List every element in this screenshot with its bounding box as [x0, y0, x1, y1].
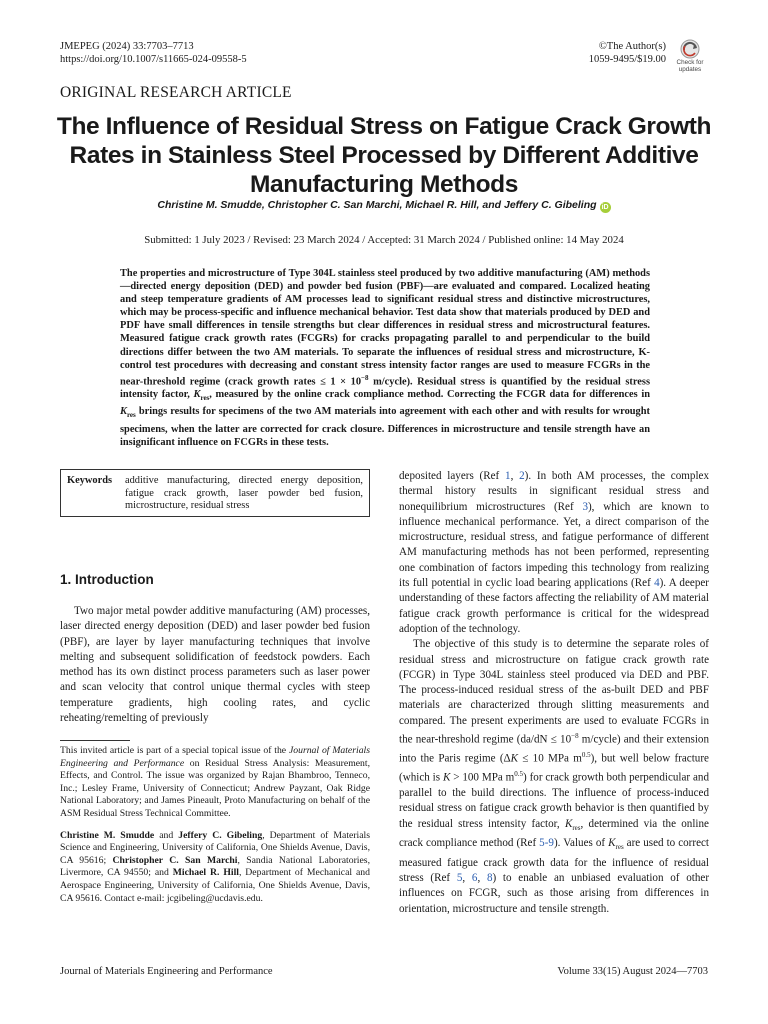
ref-link-2[interactable]: 2 [519, 470, 525, 482]
rc-comma-2: , [462, 871, 472, 884]
keywords-label: Keywords [67, 475, 113, 486]
ref-link-5-9[interactable]: 5-9 [539, 837, 554, 850]
journal-reference: JMEPEG (2024) 33:7703–7713 [60, 41, 194, 52]
article-title: The Influence of Residual Stress on Fatigue Crack Growth Rates in Stainless Steel Processed by Different Additive Manufacturing Methods [56, 113, 712, 198]
rc-text-12: ). Values of [553, 837, 609, 850]
rc-text-4: ). A deeper understanding of these factors affecting the reliability of AM material fatigue crack growth performance is critical for the widespread adoption of the technology. [399, 577, 709, 635]
rc-text-3: ), which are known to influence mechanical performance. Yet, a direct comparison of the microstructure, residual stress, and fatigue performance of different AM manufacturing methods has not been performed, representing one combination of factors impeding this technology from realizing its full potential in cyclic load bearing applications (Ref [399, 500, 710, 590]
footer-volume-page: Volume 33(15) August 2024—7703 [557, 966, 708, 977]
rc-text-10: ) for crack growth both perpendicular and parallel to the build directions. The influence of process-induced residual stress on fatigue crack growth behavior is then quantified by the residual stress intensity factor, [399, 771, 709, 830]
running-header-right [589, 40, 666, 66]
abstract-k-symbol-2: K [120, 406, 127, 418]
abstract [120, 267, 650, 449]
keywords-box [60, 469, 370, 517]
badge-line-1: Check for [676, 59, 704, 66]
footnote-text-1: This invited article is part of a special topical issue of the [60, 745, 289, 756]
rc-text-8: ), but well below fracture (which is [399, 752, 709, 784]
copyright-notice: ©The Author(s) [598, 41, 666, 52]
article-type: ORIGINAL RESEARCH ARTICLE [60, 84, 292, 101]
abstract-exponent: −8 [361, 373, 369, 382]
rc-text-7: ≤ 10 MPa m [518, 752, 582, 765]
footnote-special-issue [60, 745, 370, 821]
affil-text-2: , Sandia National Laboratories, Livermore, CA 94550; and [60, 854, 370, 879]
abstract-k-subscript-2: res [126, 411, 136, 420]
intro-paragraph-1-cont [399, 469, 709, 637]
affil-text-1: , Department of Materials Science and Engineering, University of California, One Shields Avenue, Davis, CA 95616; [60, 829, 370, 866]
ref-link-8[interactable]: 8 [486, 871, 493, 884]
rc-text-6: m/cycle) and their extension into the Paris regime (Δ [399, 733, 709, 765]
rc-text-2: ). In both AM processes, the complex thermal history results in significant residual stress and nonequilibrium microstructures (Ref [399, 470, 710, 513]
doi-link[interactable]: https://doi.org/10.1007/s11665-024-09558-5 [60, 54, 247, 65]
rc-text-14: ) to enable an unbiased evaluation of other influences on FCGR, such as those arising from differences in orientation, microstructure and tensile strength. [399, 871, 710, 915]
ref-link-3[interactable]: 3 [582, 500, 588, 513]
ref-link-6[interactable]: 6 [471, 871, 478, 884]
authors-text: Christine M. Smudde, Christopher C. San Marchi, Michael R. Hill, and Jeffery C. Gibeling [157, 199, 597, 211]
ref-link-4[interactable]: 4 [654, 577, 660, 590]
rc-text-5: The objective of this study is to determine the separate roles of residual stress and microstructure on fatigue crack growth rate (FCGR) in Type 304L stainless steel produced via DED and PBF. The process-induced residual stress of the as-built DED and PBF materials are characterized through slitting measurements and compared. The present experiments are used to evaluate FCGRs in the near-threshold regime (da/dN ≤ 10 [399, 638, 709, 746]
section-heading-introduction: 1. Introduction [60, 572, 154, 587]
intro-paragraph-2 [399, 637, 709, 917]
orcid-icon[interactable]: iD [601, 204, 609, 211]
rc-text-11: , determined via the online crack compliance method (Ref [399, 817, 709, 850]
footer-journal: Journal of Materials Engineering and Performance [60, 966, 273, 977]
footnote-text-2: on Residual Stress Analysis: Measurement, Effects, and Control. The issue was organized by Rajan Bhambroo, Tenneco, Inc.; Lesley Frame, University of Connecticut; Andrew Payzant, Oak Ridge National Laboratory; and James Pineault, Proto Manufacturing on behalf of the ASM Residual Stress Technical Committee. [60, 757, 370, 819]
rc-text-9: > 100 MPa m [450, 771, 515, 784]
footnote [60, 745, 370, 905]
ref-link-5[interactable]: 5 [456, 871, 463, 884]
rc-text-1: deposited layers (Ref [399, 470, 506, 482]
left-column [60, 604, 370, 726]
affil-author-3: Christopher C. San Marchi [112, 854, 238, 866]
affil-author-2: Jeffery C. Gibeling [178, 829, 263, 841]
rc-k-symbol-1: K [510, 752, 519, 765]
keywords-text: additive manufacturing, directed energy deposition, fatigue crack growth, laser powder bed fusion, microstructure, residual stress [125, 475, 363, 511]
rc-exponent-1: −8 [571, 732, 579, 741]
rc-comma: , [510, 470, 520, 482]
affil-author-1: Christine M. Smudde [60, 829, 155, 841]
rc-comma-3: , [477, 871, 487, 884]
rc-text-13: are used to correct measured fatigue crack growth data for the influence of residual stress (Ref [399, 837, 710, 884]
footnote-journal-name: Journal of Materials Engineering and Performance [60, 745, 370, 769]
issn-price: 1059-9495/$19.00 [588, 54, 666, 65]
footnote-affiliations [60, 830, 370, 906]
author-list [60, 199, 708, 213]
abstract-text-3: , measured by the online crack compliance method. Correcting the FCGR data for differences in [209, 389, 650, 401]
rc-exponent-2: 0.5 [581, 751, 591, 760]
rc-k-symbol-4: K [608, 837, 616, 850]
badge-line-2: updates [678, 66, 702, 73]
rc-k-subscript-3: res [572, 823, 581, 832]
abstract-text-4: brings results for specimens of the two AM materials into agreement with each other and with results for wrought specimens, when the latter are corrected for crack closure. Differences in microstructure and tensile strength have an insignificant influence on FCGRs in these tests. [120, 406, 650, 448]
affil-text-3: , Department of Mechanical and Aerospace Engineering, University of California, One Shields Avenue, Davis, CA 95616. Contact e-mail: jcgibeling@ucdavis.edu. [60, 867, 370, 904]
intro-paragraph-1: Two major metal powder additive manufacturing (AM) processes, laser directed energy deposition (DED) and laser powder bed fusion (PBF), are layer by layer manufacturing techniques that involve melting and subsequent solidification of feedstock powders. Each method has its own distinct process parameters such as laser power and scan velocity that control unique thermal cycles with steep temperature gradients, high cooling rates, and cyclic reheating/remelting of previously [60, 605, 370, 725]
right-column [399, 469, 709, 917]
rc-k-subscript-4: res [615, 843, 624, 852]
abstract-k-subscript: res [200, 394, 210, 403]
affil-author-4: Michael R. Hill [172, 867, 239, 879]
affil-and: and [154, 829, 179, 841]
abstract-k-symbol: K [193, 389, 201, 401]
rc-exponent-3: 0.5 [514, 770, 524, 779]
footnote-rule [60, 740, 130, 741]
running-header-left [60, 40, 247, 66]
ref-link-1[interactable]: 1 [505, 470, 511, 482]
publication-dates: Submitted: 1 July 2023 / Revised: 23 March 2024 / Accepted: 31 March 2024 / Published online: 14 May 2024 [144, 234, 624, 246]
rc-k-symbol-2: K [442, 771, 451, 784]
abstract-text-1: The properties and microstructure of Type 304L stainless steel produced by two additive manufacturing (AM) methods—directed energy deposition (DED) and powder bed fusion (PBF)—are evaluated and compared. Localized heating and steep temperature gradients of AM processes lead to significant residual stress and distinctive microstructures, which may be process-specific and influence mechanical behavior. Test data show that materials produced by DED and PDF have small differences in tensile strengths but clear differences in residual stress and microstructural features. Measured fatigue crack growth rates (FCGRs) for cracks propagating parallel to and perpendicular to the build directions differ between the two AM materials. To separate the influences of residual stress and microstructure, K-control test procedures with decreasing and constant stress intensity factor ranges are used to measure FCGRs in the near-threshold regime (crack growth rates ≤ 1 × 10 [120, 268, 650, 388]
rc-k-symbol-3: K [564, 817, 573, 830]
check-for-updates-badge[interactable] [671, 37, 709, 75]
abstract-text-2: m/cycle). Residual stress is quantified by the residual stress intensity factor, [120, 376, 650, 401]
